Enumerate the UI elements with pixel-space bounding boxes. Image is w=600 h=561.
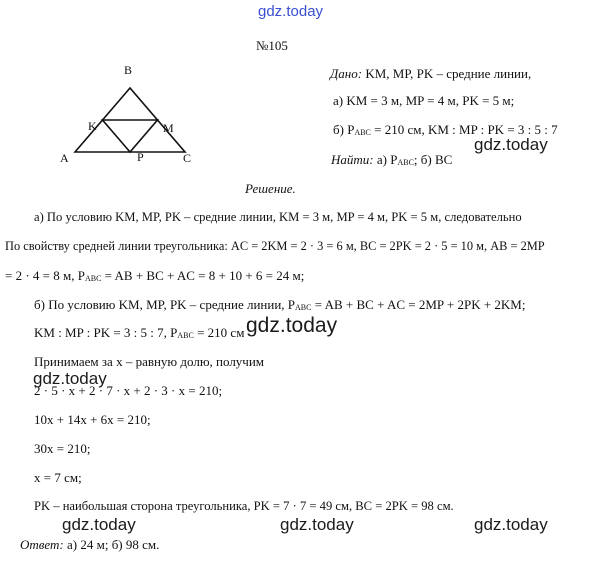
solution-a-line-2: По свойству средней линии треугольника: AC = 2KM = 2 · 3 = 6 м, BC = 2PK = 2 · 5 = 10 м, AB = 2MP [5, 239, 545, 253]
vertex-label-c: C [183, 151, 192, 165]
equation-2: 10x + 14x + 6x = 210; [34, 412, 151, 427]
watermark: gdz.today [474, 515, 548, 534]
watermark: gdz.today [33, 369, 107, 388]
point-label-m: M [163, 121, 174, 135]
watermark-top: gdz.today [258, 3, 324, 20]
watermark: gdz.today [474, 135, 548, 154]
given-line-3: б) $P_{ABC} = 210$ см, KM : MP : PK = 3 : 5 : 7 [333, 122, 558, 137]
solution-b-line-2: KM : MP : PK = 3 : 5 : 7, $P_{ABC} = 210$ см [34, 325, 245, 340]
watermark: gdz.today [62, 515, 136, 534]
midline-triangle [103, 120, 158, 152]
answer-line: Ответ: а) 24 м; б) 98 см. [20, 537, 160, 552]
final-statement: PK – наибольшая сторона треугольника, PK = 7 · 7 = 49 см, BC = 2PK = 98 см. [34, 499, 454, 513]
solution-b-line-3: Принимаем за x – равную долю, получим [34, 354, 265, 369]
vertex-label-a: A [60, 151, 69, 165]
watermark: gdz.today [246, 314, 338, 337]
solution-a-line-1: а) По условию KM, MP, PK – средние линии, KM = 3 м, MP = 4 м, PK = 5 м, следовательно [34, 210, 522, 224]
given-line-2: а) KM = 3 м, MP = 4 м, PK = 5 м; [333, 93, 515, 108]
point-label-p: P [137, 150, 144, 164]
vertex-label-b: B [124, 63, 133, 77]
watermark: gdz.today [280, 515, 354, 534]
equation-3: 30x = 210; [34, 441, 91, 456]
find-line: Найти: а) $P_{ABC}$; б) BC [331, 152, 453, 167]
given-line-1: Дано: KM, MP, PK – средние линии, [330, 66, 532, 81]
point-label-k: K [88, 119, 97, 133]
solution-a-line-3: = 2 · 4 = 8 м, $P_{ABC}$ = AB + BC + AC = 8 + 10 + 6 = 24 м; [5, 268, 305, 283]
equation-4: x = 7 см; [34, 470, 82, 485]
solution-b-line-1: б) По условию KM, MP, PK – средние линии, $P_{ABC}$ = AB + BC + AC = 2MP + 2PK + 2KM; [34, 297, 526, 312]
equation-1: 2 · 5 · x + 2 · 7 · x + 2 · 3 · x = 210; [34, 383, 223, 398]
triangle-figure [55, 60, 215, 170]
solution-heading: Решение. [245, 181, 296, 196]
problem-number: №105 [256, 38, 288, 53]
